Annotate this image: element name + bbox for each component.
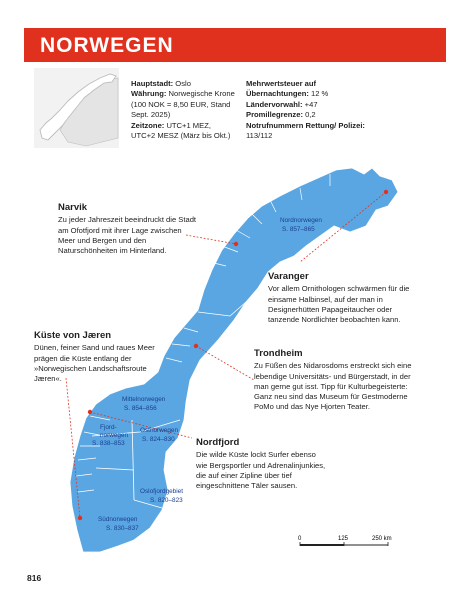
callout-varanger-title: Varanger: [268, 271, 309, 282]
callout-nordfjord: [196, 438, 326, 491]
region-mittelnorwegen-pages: S. 854–856: [124, 405, 157, 412]
region-suednorwegen-name: Südnorwegen: [98, 516, 138, 523]
region-mittelnorwegen-name: Mittelnorwegen: [122, 396, 166, 403]
region-nordnorwegen-name: Nordnorwegen: [280, 217, 322, 224]
region-fjordnorwegen-pages: S. 838–853: [92, 440, 125, 447]
fact-capital: Hauptstadt: Oslo: [131, 79, 191, 88]
region-oslofjord-pages: S. 820–823: [150, 497, 183, 504]
region-suednorwegen-pages: S. 830–837: [106, 525, 139, 532]
fact-emergency: Notrufnummern Rettung/ Polizei: 113/112: [246, 120, 365, 141]
region-ostnorwegen-pages: S. 824–830: [142, 436, 175, 443]
fact-dial-code: Ländervorwahl: +47: [246, 99, 318, 109]
region-nordnorwegen-pages: S. 857–865: [282, 226, 315, 233]
region-ostnorwegen-name: Ostnorwegen: [140, 427, 179, 434]
fact-currency: Währung: Norwegische Krone (100 NOK = 8,50 EUR, Stand Sept. 2025): [131, 89, 235, 120]
callout-jaeren: [34, 331, 162, 384]
page-number: 816: [27, 573, 42, 583]
callout-nordfjord-title: Nordfjord: [196, 437, 240, 448]
scale-mid: 125: [338, 536, 349, 542]
scale-end: 250 km: [372, 536, 392, 542]
callout-trondheim-text: Zu Füßen des Nidarosdoms erstreckt sich eine lebendige Universitäts- und Bürgerstadt, in der man gerne gut isst. Tipp für Kulturbegeisterte: Ganz neu sind das Museum für Gestmoderne PoMo und das Nye Hjorten Teater.: [254, 361, 412, 412]
fact-timezone: Zeitzone: UTC+1 MEZ, UTC+2 MESZ (März bis Okt.): [131, 120, 231, 141]
callout-nordfjord-text: Die wilde Küste lockt Surfer ebenso wie Bergsportler und Adrenalinjunkies, die auf einer Zipline über tief eingeschnittene Täler sausen.: [196, 450, 326, 491]
scale-zero: 0: [298, 536, 302, 542]
region-oslofjord-name: Oslofjordgebiet: [140, 488, 183, 495]
scale-bar: [296, 533, 396, 553]
fact-vat: Mehrwertsteuer auf Übernachtungen: 12 %: [246, 79, 329, 99]
fact-alcohol-limit: Promillegrenze: 0,2: [246, 110, 316, 120]
region-fjordnorwegen-name-2: norwegen: [100, 432, 129, 439]
callout-narvik: [58, 203, 198, 256]
callout-trondheim-title: Trondheim: [254, 348, 303, 359]
callout-jaeren-title: Küste von Jæren: [34, 330, 112, 341]
callout-narvik-text: Zu jeder Jahreszeit beeindruckt die Stadt am Ofotfjord mit ihrer Lage zwischen Meer und Bergen und den Naturschönheiten im Hinterland.: [58, 215, 197, 256]
page-title: NORWEGEN: [40, 34, 174, 57]
callout-varanger-text: Vor allem Ornithologen schwärmen für die einsame Halbinsel, auf der man in Designerhütten Papageitaucher oder tanzende Nordlichter beobachten kann.: [268, 284, 410, 325]
region-fjordnorwegen-name-1: Fjord-: [100, 424, 117, 431]
callout-trondheim: [254, 349, 414, 413]
callout-narvik-title: Narvik: [58, 202, 88, 213]
callout-jaeren-text: Dünen, feiner Sand und raues Meer prägen die Küste entlang der »Norwegischen Landschaftsroute Jæren«.: [34, 343, 155, 384]
callout-varanger: [268, 272, 416, 325]
